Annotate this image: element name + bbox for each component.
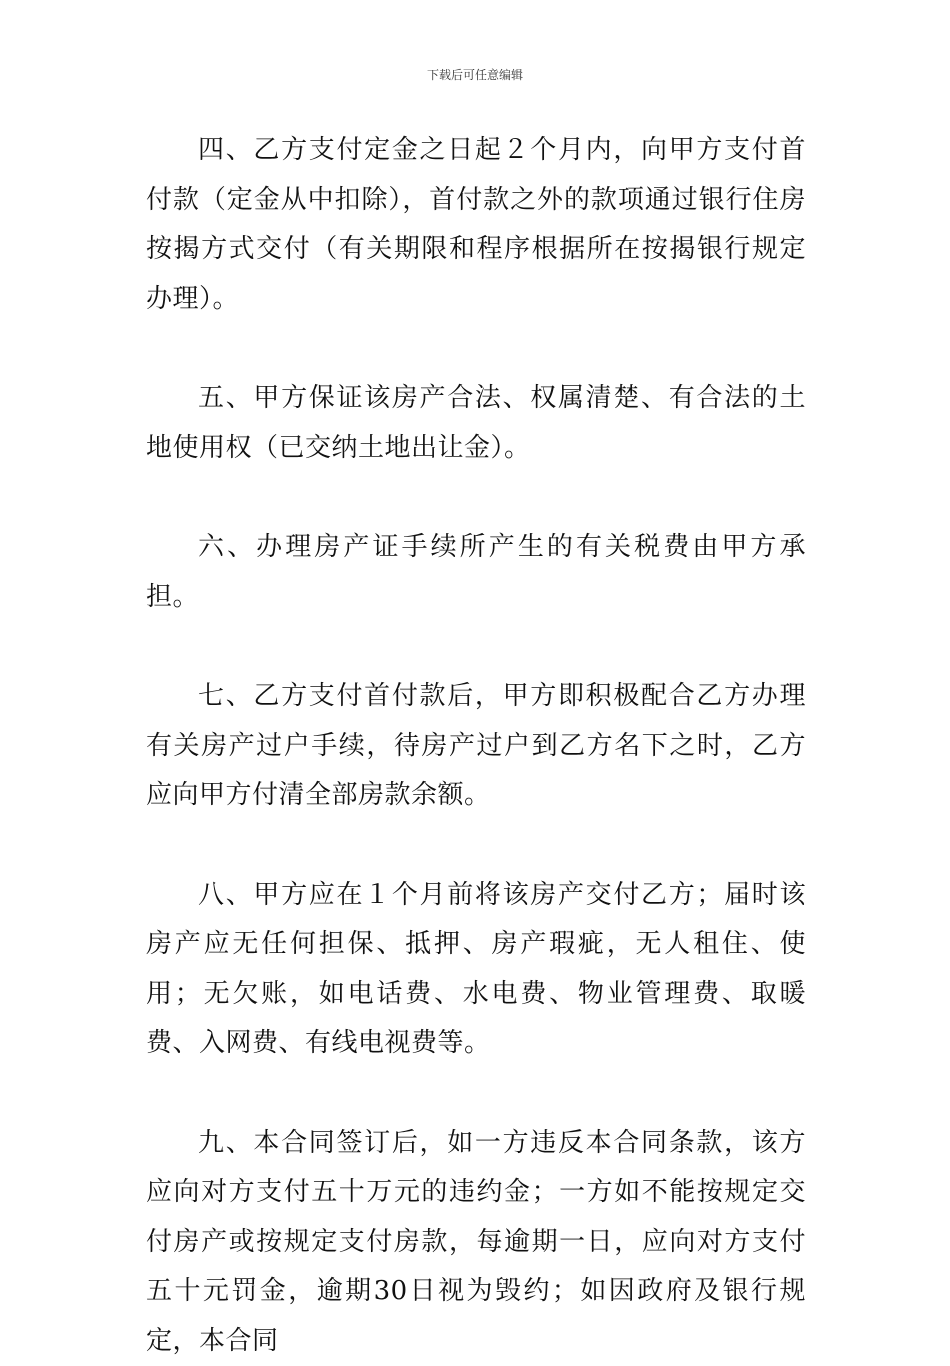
- document-body: [146, 126, 806, 1366]
- page-header: 下载后可任意编辑: [0, 66, 950, 83]
- clause-6: 六、办理房产证手续所产生的有关税费由甲方承担。: [146, 523, 806, 622]
- paragraph-gap: [146, 1069, 806, 1119]
- paragraph-gap: [146, 821, 806, 871]
- clause-5: 五、甲方保证该房产合法、权属清楚、有合法的土地使用权（已交纳土地出让金）。: [146, 374, 806, 473]
- clause-8: 八、甲方应在１个月前将该房产交付乙方；届时该房产应无任何担保、抵押、房产瑕疵，无人租住、使用；无欠账，如电话费、水电费、物业管理费、取暖费、入网费、有线电视费等。: [146, 871, 806, 1069]
- paragraph-gap: [146, 473, 806, 523]
- clause-9: 九、本合同签订后，如一方违反本合同条款，该方应向对方支付五十万元的违约金；一方如不能按规定交付房产或按规定支付房款，每逾期一日，应向对方支付五十元罚金，逾期30日视为毁约；如因政府及银行规定，本合同: [146, 1119, 806, 1366]
- clause-7: 七、乙方支付首付款后，甲方即积极配合乙方办理有关房产过户手续，待房产过户到乙方名下之时，乙方应向甲方付清全部房款余额。: [146, 672, 806, 821]
- clause-4: 四、乙方支付定金之日起２个月内，向甲方支付首付款（定金从中扣除），首付款之外的款项通过银行住房按揭方式交付（有关期限和程序根据所在按揭银行规定办理）。: [146, 126, 806, 324]
- paragraph-gap: [146, 622, 806, 672]
- paragraph-gap: [146, 324, 806, 374]
